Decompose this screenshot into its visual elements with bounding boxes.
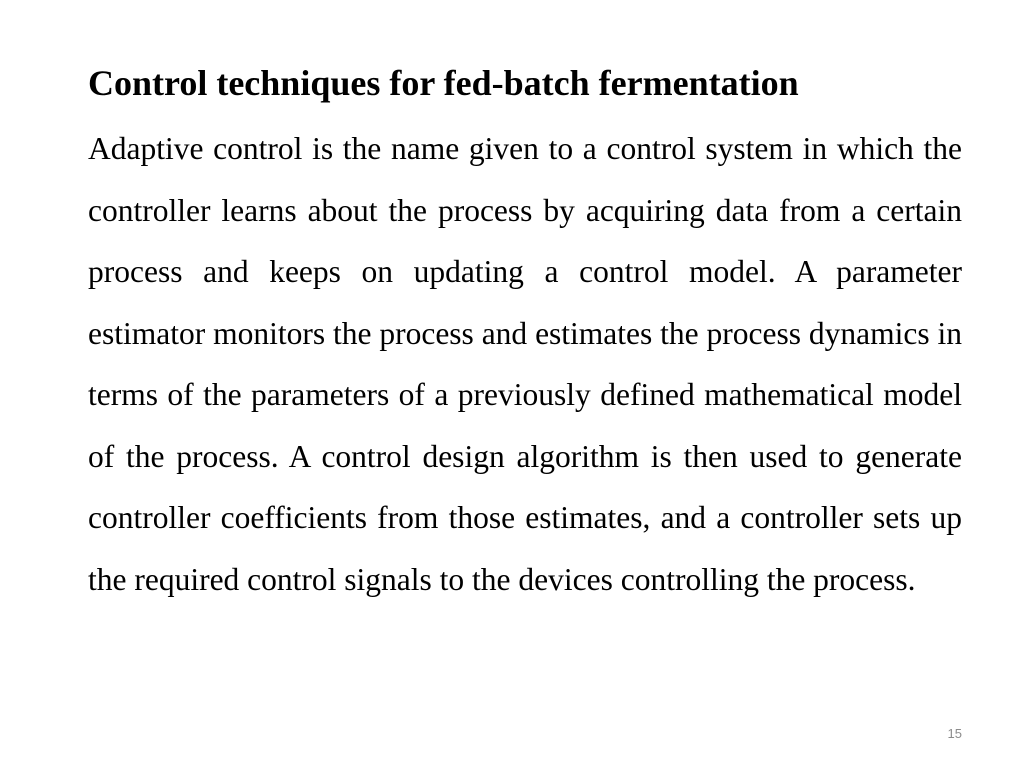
slide-title: Control techniques for fed-batch fermentation <box>88 63 799 103</box>
slide-page-number: 15 <box>947 726 962 741</box>
slide-body-paragraph: Adaptive control is the name given to a control system in which the controller learns about the process by acquiring data from a certain process and keeps on updating a control model. A parameter estimator monitors the process and estimates the process dynamics in terms of the parameters of a previously defined mathematical model of the process. A control design algorithm is then used to generate controller coefficients from those estimates, and a controller sets up the required control signals to the devices controlling the process. <box>88 131 962 597</box>
